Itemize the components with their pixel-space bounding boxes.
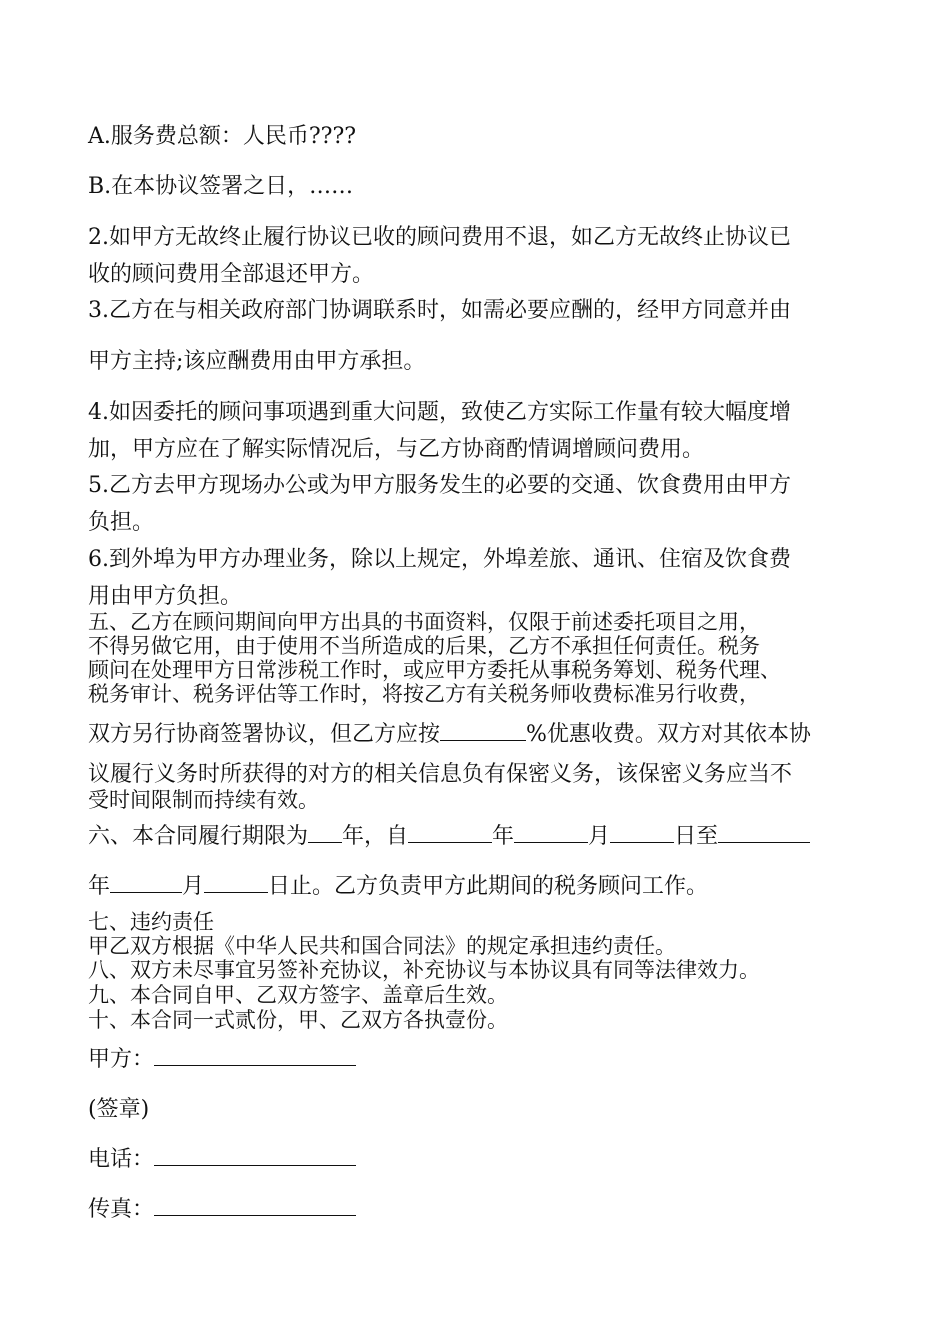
clause-3-line-1: 3.乙方在与相关政府部门协调联系时，如需必要应酬的，经甲方同意并由 (88, 298, 791, 323)
seal-label: (签章) (88, 1097, 150, 1122)
section-5-line-1: 五、乙方在顾问期间向甲方出具的书面资料，仅限于前述委托项目之用， (88, 610, 760, 634)
clause-5-line-2: 负担。 (88, 510, 155, 535)
section-5-line-4: 税务审计、税务评估等工作时，将按乙方有关税务师收费标准另行收费， (88, 682, 760, 706)
section-5-line-6: 议履行义务时所获得的对方的相关信息负有保密义务，该保密义务应当不 (88, 762, 793, 787)
term-text-f: 年 (88, 874, 111, 899)
clause-3-line-2: 甲方主持;该应酬费用由甲方承担。 (88, 349, 426, 374)
fax-label: 传真： (88, 1197, 155, 1222)
clause-6-line-1: 6.到外埠为甲方办理业务，除以上规定，外埠差旅、通讯、住宿及饮食费 (88, 547, 791, 572)
term-text-d: 月 (588, 824, 611, 849)
phone-label: 电话： (88, 1147, 155, 1172)
start-day-blank[interactable] (610, 822, 674, 843)
end-day-blank[interactable] (204, 872, 268, 893)
section-7-heading: 七、违约责任 (88, 910, 214, 934)
term-text-a: 六、本合同履行期限为 (88, 824, 309, 849)
term-text-h: 日止。乙方负责甲方此期间的税务顾问工作。 (268, 874, 709, 899)
section-8: 八、双方未尽事宜另签补充协议，补充协议与本协议具有同等法律效力。 (88, 958, 760, 982)
term-text-c: 年 (492, 824, 515, 849)
section-5-discount-line (88, 720, 811, 746)
discount-rate-blank[interactable] (440, 720, 526, 741)
section-7-body: 甲乙双方根据《中华人民共和国合同法》的规定承担违约责任。 (88, 934, 676, 958)
term-text-g: 月 (182, 874, 205, 899)
fax-blank[interactable] (154, 1195, 356, 1216)
clause-4-line-2: 加，甲方应在了解实际情况后，与乙方协商酌情调增顾问费用。 (88, 437, 705, 462)
clause-2-line-2: 收的顾问费用全部退还甲方。 (88, 262, 375, 287)
section-9: 九、本合同自甲、乙双方签字、盖章后生效。 (88, 983, 508, 1007)
phone-line (88, 1145, 356, 1171)
discount-text-after: %优惠收费。双方对其依本协 (526, 722, 811, 747)
term-years-blank[interactable] (308, 822, 342, 843)
section-6-term-line-1 (88, 822, 810, 848)
clause-5-line-1: 5.乙方去甲方现场办公或为甲方服务发生的必要的交通、饮食费用由甲方 (88, 473, 791, 498)
phone-blank[interactable] (154, 1145, 356, 1166)
discount-text-before: 双方另行协商签署协议，但乙方应按 (88, 722, 441, 747)
section-5-line-2: 不得另做它用，由于使用不当所造成的后果，乙方不承担任何责任。税务 (88, 634, 760, 658)
start-month-blank[interactable] (514, 822, 588, 843)
section-5-line-3: 顾问在处理甲方日常涉税工作时，或应甲方委托从事税务筹划、税务代理、 (88, 658, 781, 682)
end-month-blank[interactable] (110, 872, 182, 893)
clause-a-total-fee: A.服务费总额：人民币???? (88, 124, 357, 149)
fax-line (88, 1195, 356, 1221)
start-year-blank[interactable] (408, 822, 492, 843)
end-year-blank[interactable] (718, 822, 810, 843)
section-6-term-line-2 (88, 872, 708, 898)
party-a-label: 甲方： (88, 1047, 155, 1072)
clause-6-line-2: 用由甲方负担。 (88, 584, 243, 609)
party-a-signature-line (88, 1045, 356, 1071)
section-5-line-7: 受时间限制而持续有效。 (88, 788, 319, 812)
section-10: 十、本合同一式贰份，甲、乙双方各执壹份。 (88, 1008, 508, 1032)
term-text-e: 日至 (674, 824, 719, 849)
clause-2-line-1: 2.如甲方无故终止履行协议已收的顾问费用不退，如乙方无故终止协议已 (88, 225, 791, 250)
term-text-b: 年，自 (342, 824, 409, 849)
clause-b-signing-date: B.在本协议签署之日，…… (88, 174, 354, 199)
clause-4-line-1: 4.如因委托的顾问事项遇到重大问题，致使乙方实际工作量有较大幅度增 (88, 400, 791, 425)
party-a-blank[interactable] (154, 1045, 356, 1066)
